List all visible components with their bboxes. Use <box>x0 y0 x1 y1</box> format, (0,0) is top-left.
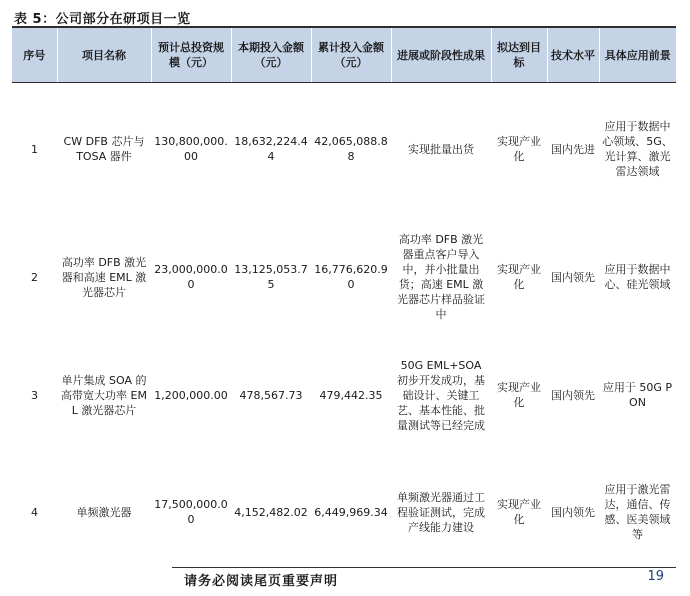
cell-progress: 实现批量出货 <box>408 142 474 156</box>
cell-project-name: CW DFB 芯片与 TOSA 器件 <box>63 135 145 163</box>
cell-index: 1 <box>31 142 38 156</box>
header-target: 拟达到目标 <box>491 27 547 83</box>
cell-target: 实现产业化 <box>497 381 541 409</box>
cell-cumulative-investment: 6,449,969.34 <box>314 505 388 519</box>
header-planned-investment: 预计总投资规模（元） <box>151 27 231 83</box>
cell-progress: 单频激光器通过工程验证测试，完成产线能力建设 <box>397 490 485 534</box>
cell-index: 4 <box>31 505 38 519</box>
cell-target: 实现产业化 <box>497 135 541 163</box>
projects-table <box>12 26 676 573</box>
cell-tech-level: 国内领先 <box>551 505 595 519</box>
cell-index: 2 <box>31 270 38 284</box>
cell-progress: 50G EML+SOA 初步开发成功，基础设计、关键工艺、基本性能、批量测试等已经完成 <box>397 358 485 432</box>
cell-planned-investment: 1,200,000.00 <box>154 388 228 402</box>
header-cumulative-investment: 累计投入金额（元） <box>311 27 391 83</box>
cell-current-investment: 18,632,224.44 <box>234 135 308 163</box>
cell-application: 应用于数据中心、硅光领域 <box>604 263 671 291</box>
cell-application: 应用于激光雷达，通信、传感、医美领域等 <box>604 483 671 541</box>
table-caption: 表 5：公司部分在研项目一览 <box>14 12 191 27</box>
header-index: 序号 <box>12 27 57 83</box>
cell-cumulative-investment: 16,776,620.90 <box>314 263 388 291</box>
footer-divider <box>172 567 676 568</box>
header-project-name: 项目名称 <box>57 27 151 83</box>
cell-application: 应用于 50G PON <box>602 381 673 409</box>
cell-project-name: 高功率 DFB 激光器和高速 EML 激光器芯片 <box>61 255 147 299</box>
header-tech-level: 技术水平 <box>547 27 599 83</box>
cell-target: 实现产业化 <box>497 498 541 526</box>
cell-planned-investment: 130,800,000.00 <box>154 135 228 163</box>
cell-project-name: 单频激光器 <box>76 505 132 519</box>
cell-target: 实现产业化 <box>497 263 541 291</box>
header-application: 具体应用前景 <box>599 27 676 83</box>
cell-current-investment: 13,125,053.75 <box>234 263 308 291</box>
cell-tech-level: 国内领先 <box>551 270 595 284</box>
table-row <box>12 451 676 573</box>
table-row <box>12 339 676 451</box>
footer-notice: 请务必阅读尾页重要声明 <box>184 574 339 589</box>
cell-planned-investment: 23,000,000.00 <box>154 263 228 291</box>
cell-planned-investment: 17,500,000.00 <box>154 498 228 526</box>
cell-tech-level: 国内先进 <box>551 142 595 156</box>
cell-project-name: 单片集成 SOA 的高带宽大功率 EML 激光器芯片 <box>61 373 147 417</box>
page-number: 19 <box>647 569 664 584</box>
cell-current-investment: 478,567.73 <box>239 388 303 402</box>
table-header-row <box>12 27 676 83</box>
cell-index: 3 <box>31 388 38 402</box>
cell-tech-level: 国内领先 <box>551 388 595 402</box>
cell-current-investment: 4,152,482.02 <box>234 505 308 519</box>
cell-progress: 高功率 DFB 激光器重点客户导入中，并小批量出货；高速 EML 激光器芯片样品验证中 <box>397 233 485 321</box>
cell-cumulative-investment: 42,065,088.88 <box>314 135 388 163</box>
table-row <box>12 83 676 216</box>
cell-application: 应用于数据中心领域、5G、光计算、激光雷达领域 <box>602 120 673 178</box>
header-current-investment: 本期投入金额（元） <box>231 27 311 83</box>
table-row <box>12 215 676 339</box>
cell-cumulative-investment: 479,442.35 <box>319 388 383 402</box>
header-progress: 进展或阶段性成果 <box>391 27 491 83</box>
